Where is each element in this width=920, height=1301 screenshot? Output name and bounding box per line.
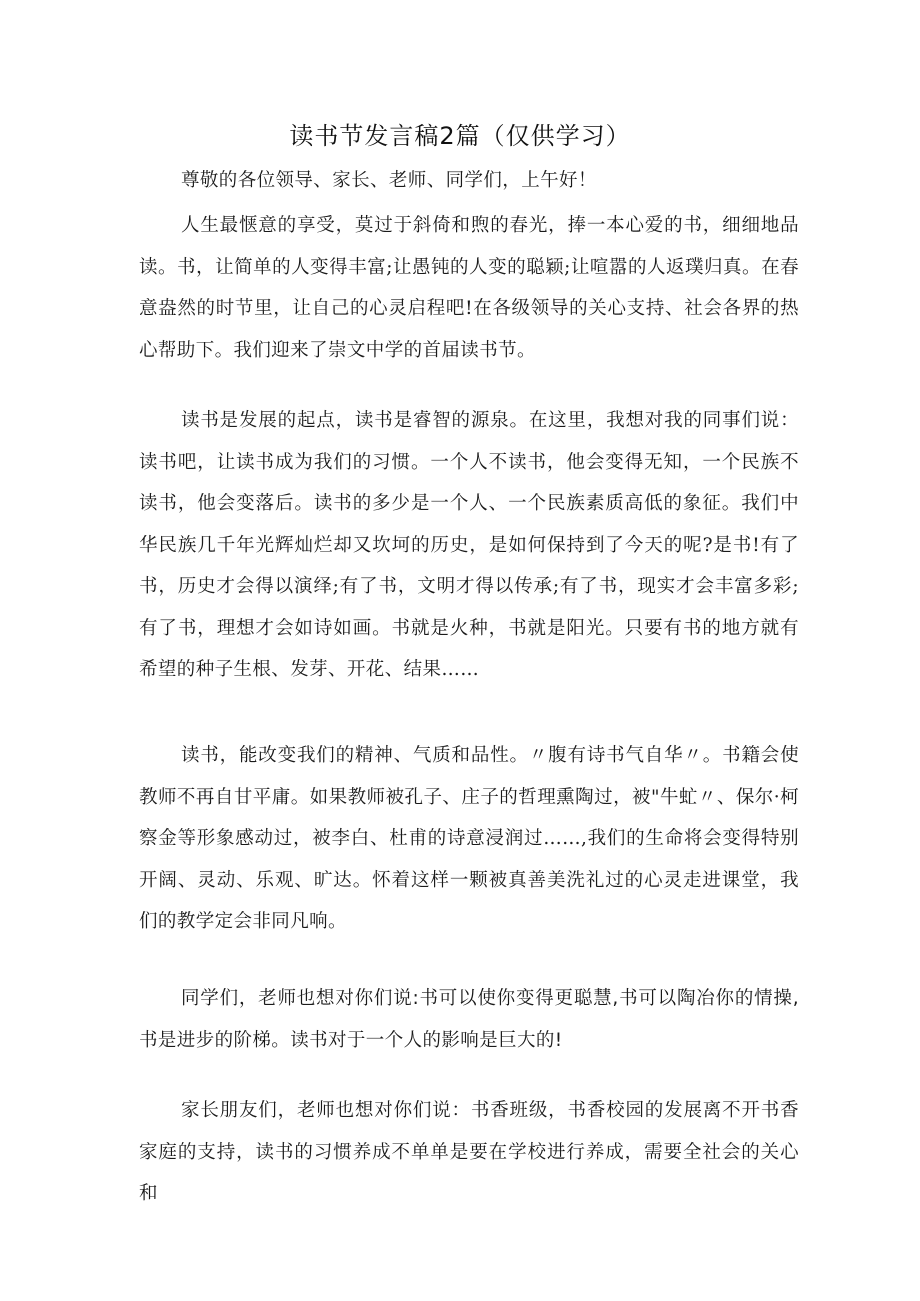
body-paragraph-5: 家长朋友们，老师也想对你们说：书香班级，书香校园的发展离不开书香家庭的支持，读书的习惯养成不单单是要在学校进行养成，需要全社会的关心和 [139,1100,799,1204]
body-paragraph-1: 人生最惬意的享受，莫过于斜倚和煦的春光，捧一本心爱的书，细细地品读。书，让简单的人变得丰富;让愚钝的人变的聪颖;让喧嚣的人返璞归真。在春意盎然的时节里，让自己的心灵启程吧!在各级领导的关心支持、社会各界的热心帮助下。我们迎来了崇文中学的首届读书节。 [139,215,799,361]
greeting-paragraph: 尊敬的各位领导、家长、老师、同学们，上午好！ [181,170,597,191]
body-paragraph-2: 读书是发展的起点，读书是睿智的源泉。在这里，我想对我的同事们说：读书吧，让读书成为我们的习惯。一个人不读书，他会变得无知，一个民族不读书，他会变落后。读书的多少是一个人、一个民族素质高低的象征。我们中华民族几千年光辉灿烂却又坎坷的历史，是如何保持到了今天的呢?是书!有了书，历史才会得以演绎;有了书，文明才得以传承;有了书，现实才会丰富多彩;有了书，理想才会如诗如画。书就是火种，书就是阳光。只要有书的地方就有希望的种子生根、发芽、开花、结果…… [139,410,799,680]
document-title: 读书节发言稿2篇（仅供学习） [289,122,631,150]
body-paragraph-4: 同学们，老师也想对你们说:书可以使你变得更聪慧,书可以陶冶你的情操,书是进步的阶梯。读书对于一个人的影响是巨大的! [139,988,799,1051]
body-paragraph-3: 读书，能改变我们的精神、气质和品性。〃腹有诗书气自华〃。书籍会使教师不再自甘平庸。如果教师被孔子、庄子的哲理熏陶过，被"牛虻〃、保尔·柯察金等形象感动过，被李白、杜甫的诗意浸润过……,我们的生命将会变得特别开阔、灵动、乐观、旷达。怀着这样一颗被真善美洗礼过的心灵走进课堂，我们的教学定会非同凡响。 [139,745,799,932]
